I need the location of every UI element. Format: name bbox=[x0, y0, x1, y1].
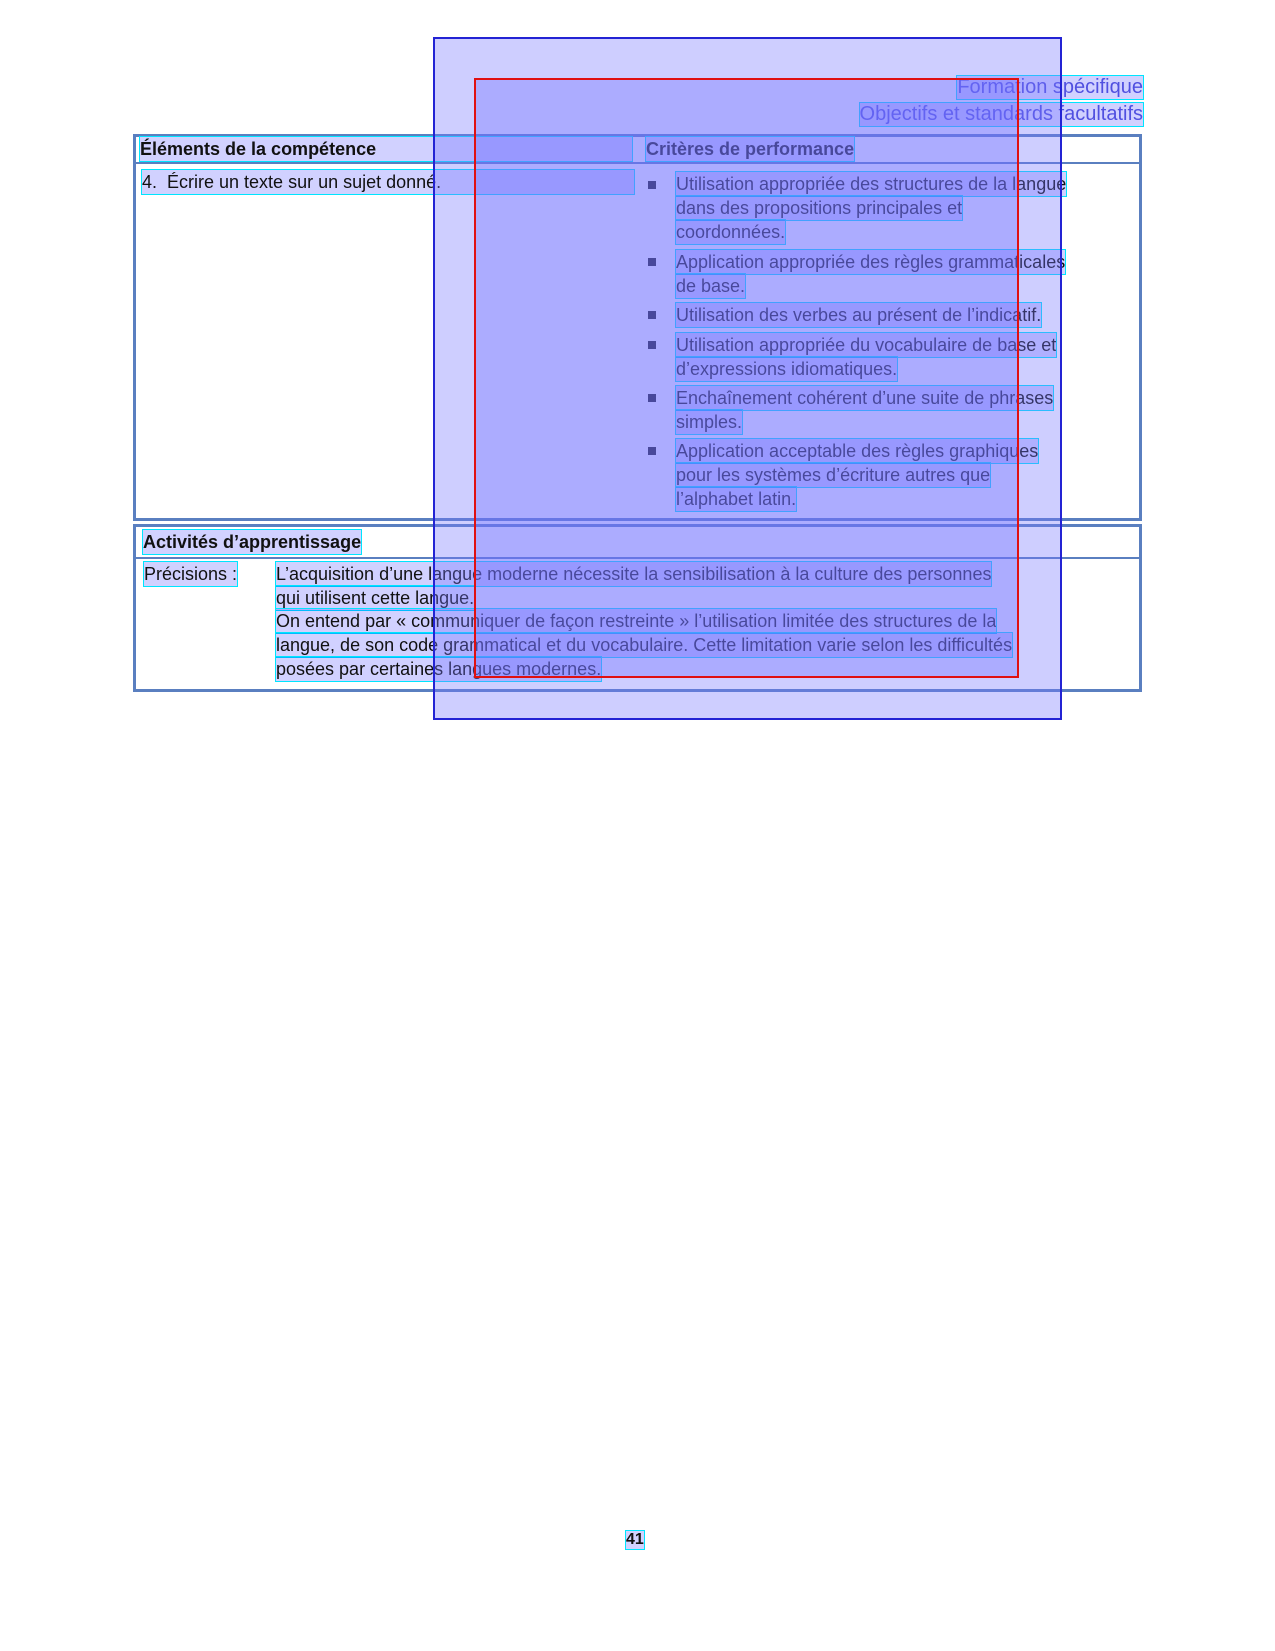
precisions-line-3: On entend par « communiquer de façon restreinte » l’utilisation limitée des structures de la bbox=[276, 611, 997, 631]
criterion-1-line-3: coordonnées. bbox=[676, 222, 786, 242]
criterion-6-line-2: pour les systèmes d’écriture autres que bbox=[676, 465, 991, 485]
precisions-line-4: langue, de son code grammatical et du vocabulaire. Cette limitation varie selon les difficultés bbox=[276, 635, 1013, 655]
precisions-line-5: posées par certaines langues modernes. bbox=[276, 659, 602, 679]
section-title: Formation spécifique bbox=[957, 76, 1143, 98]
criterion-3-line-1: Utilisation des verbes au présent de l’indicatif. bbox=[676, 305, 1042, 325]
criterion-1-line-1: Utilisation appropriée des structures de la langue bbox=[676, 174, 1067, 194]
criterion-2-line-2: de base. bbox=[676, 276, 746, 296]
criterion-4-line-1: Utilisation appropriée du vocabulaire de base et bbox=[676, 335, 1057, 355]
criterion-5-line-1: Enchaînement cohérent d’une suite de phrases bbox=[676, 388, 1054, 408]
criterion-5-line-2: simples. bbox=[676, 412, 743, 432]
section-subtitle: Objectifs et standards facultatifs bbox=[859, 103, 1143, 125]
highlight-region-inner bbox=[474, 78, 1019, 678]
criteria-header: Critères de performance bbox=[646, 139, 855, 159]
page-number: 41 bbox=[626, 1531, 644, 1548]
activities-title: Activités d’apprentissage bbox=[143, 532, 362, 552]
competence-element: 4. Écrire un texte sur un sujet donné. bbox=[142, 170, 634, 194]
criterion-6-line-3: l’alphabet latin. bbox=[676, 489, 797, 509]
precisions-line-1: L’acquisition d’une langue moderne nécessite la sensibilisation à la culture des personnes bbox=[276, 564, 992, 584]
criterion-1-line-2: dans des propositions principales et bbox=[676, 198, 963, 218]
criterion-4-line-2: d’expressions idiomatiques. bbox=[676, 359, 898, 379]
precisions-line-2: qui utilisent cette langue. bbox=[276, 588, 475, 608]
criterion-6-line-1: Application acceptable des règles graphiques bbox=[676, 441, 1039, 461]
elements-header: Éléments de la compétence bbox=[140, 137, 632, 161]
precisions-label: Précisions : bbox=[144, 564, 238, 584]
criterion-2-line-1: Application appropriée des règles grammaticales bbox=[676, 252, 1066, 272]
